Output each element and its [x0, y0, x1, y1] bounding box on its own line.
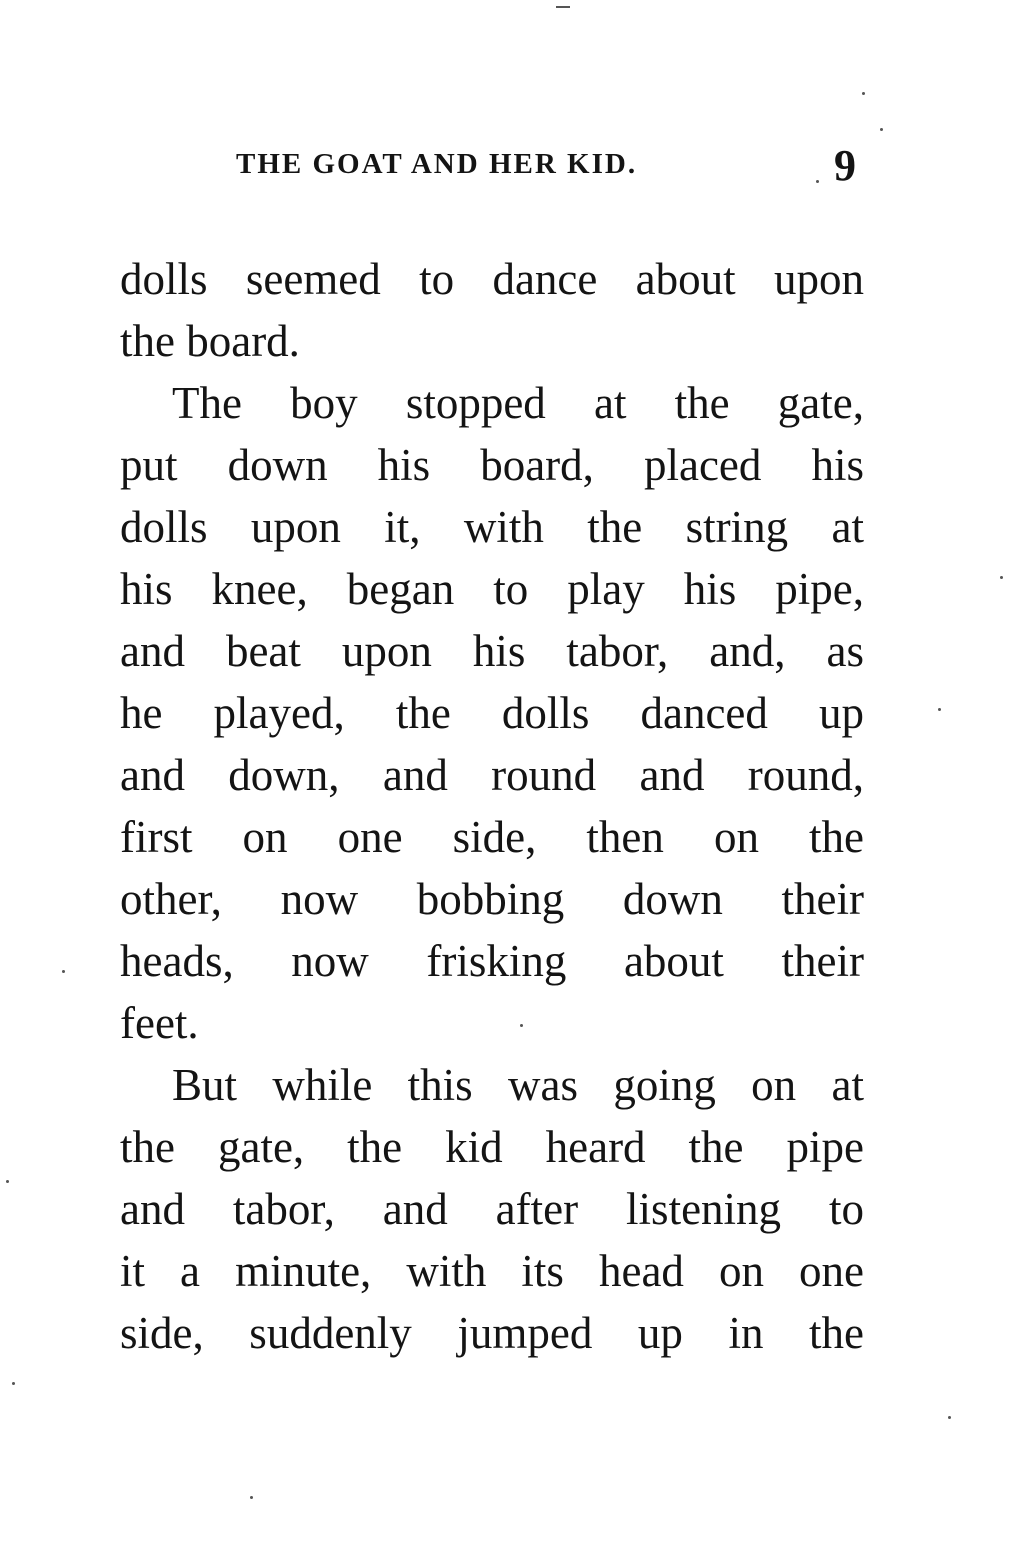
scan-speck	[6, 1180, 9, 1183]
scan-speck	[556, 6, 570, 8]
text-line: feet.	[120, 998, 199, 1048]
scan-speck	[948, 1416, 951, 1419]
scan-speck	[816, 180, 819, 183]
text-line: and down, and round and round,	[120, 750, 864, 800]
scan-speck	[880, 128, 883, 131]
text-line: dolls upon it, with the string at	[120, 502, 864, 552]
text-line: it a minute, with its head on one	[120, 1246, 864, 1296]
text-line: The boy stopped at the gate,	[172, 378, 864, 428]
text-line: dolls seemed to dance about upon	[120, 254, 864, 304]
text-line: and beat upon his tabor, and, as	[120, 626, 864, 676]
running-title: THE GOAT AND HER KID.	[236, 148, 638, 180]
scan-speck	[1000, 576, 1003, 579]
text-line: heads, now frisking about their	[120, 936, 864, 986]
text-line: the board.	[120, 316, 300, 366]
scan-speck	[250, 1496, 253, 1499]
text-line: and tabor, and after listening to	[120, 1184, 864, 1234]
text-line: his knee, began to play his pipe,	[120, 564, 864, 614]
scan-speck	[520, 1024, 523, 1027]
page-number: 9	[834, 141, 856, 190]
text-line: put down his board, placed his	[120, 440, 864, 490]
scan-speck	[862, 92, 865, 95]
running-head	[0, 142, 1032, 192]
scan-speck	[938, 708, 941, 711]
text-line: first on one side, then on the	[120, 812, 864, 862]
body-text	[120, 248, 864, 1364]
text-line: side, suddenly jumped up in the	[120, 1308, 864, 1358]
text-line: he played, the dolls danced up	[120, 688, 864, 738]
text-line: But while this was going on at	[172, 1060, 864, 1110]
text-line: the gate, the kid heard the pipe	[120, 1122, 864, 1172]
scan-speck	[12, 1382, 15, 1385]
scan-speck	[62, 970, 65, 973]
text-line: other, now bobbing down their	[120, 874, 864, 924]
